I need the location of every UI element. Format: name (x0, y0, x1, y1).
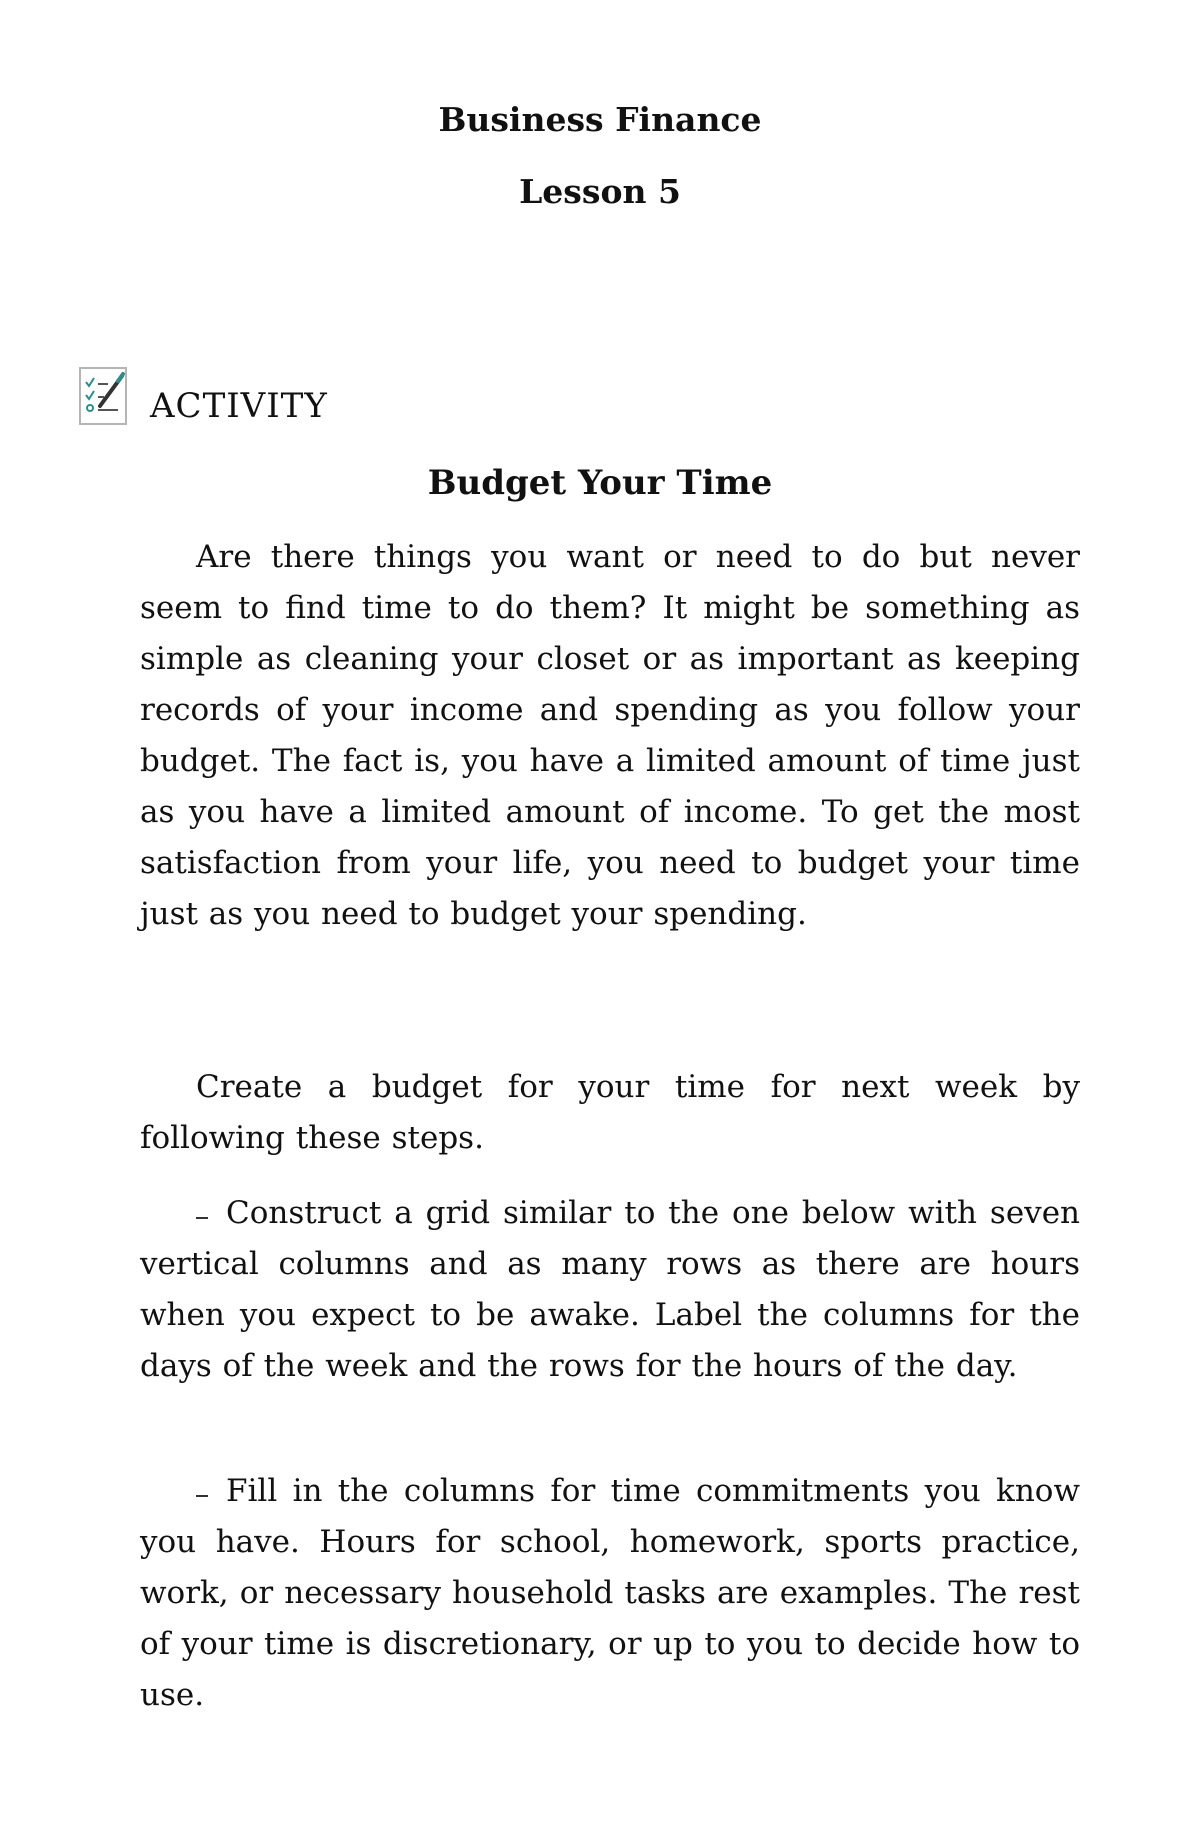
intro-text: Are there things you want or need to do but never seem to find time to do them? It might be something as simple as cleaning your closet or as important as keeping records of your income and spending as you follow your budget. The fact is, you have a limited amount of time just as you have a limited amount of income. To get the most satisfaction from your life, you need to budget your time just as you need to budget your spending. (140, 539, 1080, 932)
create-paragraph (140, 1062, 1080, 1164)
activity-label: ACTIVITY (150, 386, 328, 426)
bullet-marker-icon (196, 1495, 208, 1497)
intro-paragraph (140, 532, 1080, 940)
checklist-pencil-icon (78, 366, 128, 426)
create-text: Create a budget for your time for next week by following these steps. (140, 1069, 1080, 1156)
lesson-title: Lesson 5 (519, 172, 681, 211)
step-2-text: Fill in the columns for time commitments you know you have. Hours for school, homework, sports practice, work, or necessary household tasks are examples. The rest of your time is discretionary, or up to you to decide how to use. (140, 1473, 1080, 1713)
activity-title: Budget Your Time (427, 463, 773, 503)
step-1-text: Construct a grid similar to the one below with seven vertical columns and as many rows as there are hours when you expect to be awake. Label the columns for the days of the week and the rows for the hours of the day. (140, 1195, 1080, 1384)
activity-header (78, 362, 328, 430)
step-2-paragraph (140, 1466, 1080, 1721)
subject-title: Business Finance (438, 100, 762, 139)
bullet-marker-icon (196, 1217, 208, 1219)
step-1-paragraph (140, 1188, 1080, 1392)
